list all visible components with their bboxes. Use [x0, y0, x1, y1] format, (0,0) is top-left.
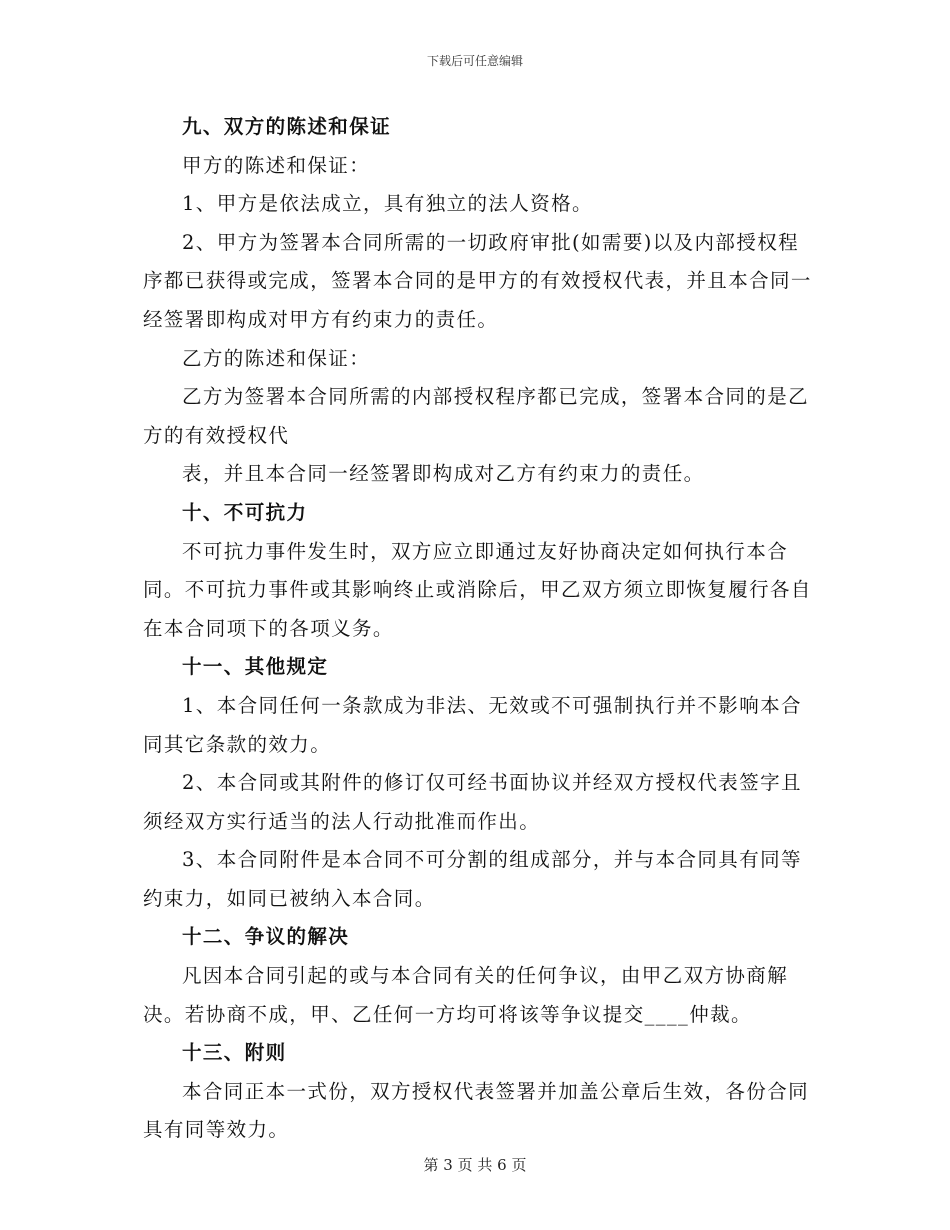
- paragraph: 2、甲方为签署本合同所需的一切政府审批(如需要)以及内部授权程序都已获得或完成，签署本合同的是甲方的有效授权代表，并且本合同一经签署即构成对甲方有约束力的责任。: [143, 230, 812, 331]
- paragraph: 表，并且本合同一经签署即构成对乙方有约束力的责任。: [182, 462, 705, 486]
- paragraph: 1、甲方是依法成立，具有独立的法人资格。: [182, 192, 593, 216]
- page-number: 第 3 页 共 6 页: [423, 1156, 527, 1174]
- paragraph: 3、本合同附件是本合同不可分割的组成部分，并与本合同具有同等约束力，如同已被纳入本合同。: [143, 848, 802, 910]
- paragraph: 乙方的陈述和保证：: [182, 346, 371, 370]
- paragraph: 乙方为签署本合同所需的内部授权程序都已完成，签署本合同的是乙方的有效授权代: [143, 385, 810, 447]
- paragraph: 凡因本合同引起的或与本合同有关的任何争议，由甲乙双方协商解决。若协商不成，甲、乙任何一方均可将该等争议提交____仲裁。: [143, 964, 789, 1026]
- document-body: [143, 108, 813, 1150]
- section-heading: 十一、其他规定: [182, 655, 329, 679]
- paragraph: 本合同正本一式份，双方授权代表签署并加盖公章后生效，各份合同具有同等效力。: [143, 1079, 810, 1142]
- paragraph: 2、本合同或其附件的修订仅可经书面协议并经双方授权代表签字且须经双方实行适当的法人行动批准而作出。: [143, 771, 802, 833]
- section-heading: 十三、附则: [182, 1041, 287, 1065]
- page-header-note: 下载后可任意编辑: [426, 54, 523, 68]
- paragraph: 1、本合同任何一条款成为非法、无效或不可强制执行并不影响本合同其它条款的效力。: [143, 693, 802, 756]
- section-heading: 十、不可抗力: [182, 500, 308, 524]
- paragraph: 甲方的陈述和保证：: [182, 153, 371, 177]
- section-heading: 十二、争议的解决: [182, 925, 350, 949]
- paragraph: 不可抗力事件发生时，双方应立即通过友好协商决定如何执行本合同。不可抗力事件或其影响终止或消除后，甲乙双方须立即恢复履行各自在本合同项下的各项义务。: [143, 539, 812, 640]
- section-heading: 九、双方的陈述和保证: [182, 115, 392, 138]
